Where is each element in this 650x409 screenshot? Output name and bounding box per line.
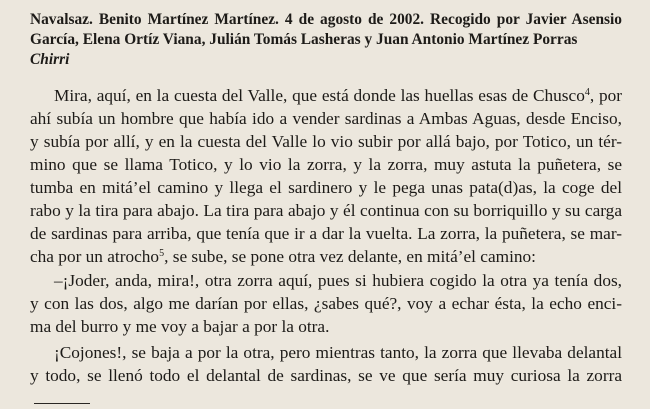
source-header — [30, 10, 622, 70]
text-line: ¡Cojones!, se baja a por la otra, pero mientras tanto, la zorra que llevaba delantal — [54, 343, 622, 362]
text-line: tumba en mitá’el camino y llega el sardinero y le pega unas pata(d)as, la coge del — [30, 178, 622, 197]
source-line: Navalsaz. Benito Martínez Martínez. 4 de agosto de 2002. Recogido por Javier Asensio — [30, 11, 622, 28]
text-fragment: cha por un atrocho — [30, 247, 160, 266]
text-line: de sardinas para arriba, que tenía que ir a dar la vuelta. La zorra, la puñetera, se mar- — [30, 224, 622, 243]
text-line: ma del burro y me voy a bajar a por la otra. — [30, 317, 330, 336]
text-fragment: , por — [589, 86, 622, 105]
text-fragment: , se sube, se pone otra vez delante, en mitá’el camino: — [164, 247, 536, 266]
text-line: rabo y la tira para abajo. La tira para abajo y él continua con su borriquillo y su carga — [30, 201, 622, 220]
dialogue-paragraph — [30, 269, 622, 338]
footnote-marker: 5 — [159, 248, 165, 259]
text-line: mino que se llama Totico, y lo vio la zorra, y la zorra, muy astuta la puñetera, se — [30, 155, 622, 174]
text-line: y con las dos, algo me darían por ellas, ¿sabes qué?, voy a echar ésta, la echo enci- — [30, 294, 622, 313]
text-line: ahí subía un hombre que había ido a vender sardinas a Ambas Aguas, desde Enciso, — [30, 109, 622, 128]
footnote-marker: 4 — [584, 87, 590, 98]
story-paragraph — [30, 84, 622, 268]
story-title: Chirri — [30, 51, 70, 68]
text-fragment: Mira, aquí, en la cuesta del Valle, que está donde las huellas esas de Chusco — [54, 86, 585, 105]
text-line — [30, 245, 622, 268]
text-line: y todo, se llenó todo el delantal de sardinas, se ve que sería muy curiosa la zorra — [30, 366, 622, 385]
story-paragraph — [30, 341, 622, 387]
document-page — [30, 0, 622, 409]
text-line: –¡Joder, anda, mira!, otra zorra aquí, pues si hubiera cogido la otra ya tenía dos, — [54, 271, 622, 290]
source-line: García, Elena Ortíz Viana, Julián Tomás Lasheras y Juan Antonio Martínez Porras — [30, 31, 578, 48]
text-line: y subía por allí, y en la cuesta del Valle lo vio subir por allá bajo, por Totico, un tér- — [30, 132, 622, 151]
text-line — [30, 84, 622, 107]
footnote-divider — [34, 403, 90, 404]
